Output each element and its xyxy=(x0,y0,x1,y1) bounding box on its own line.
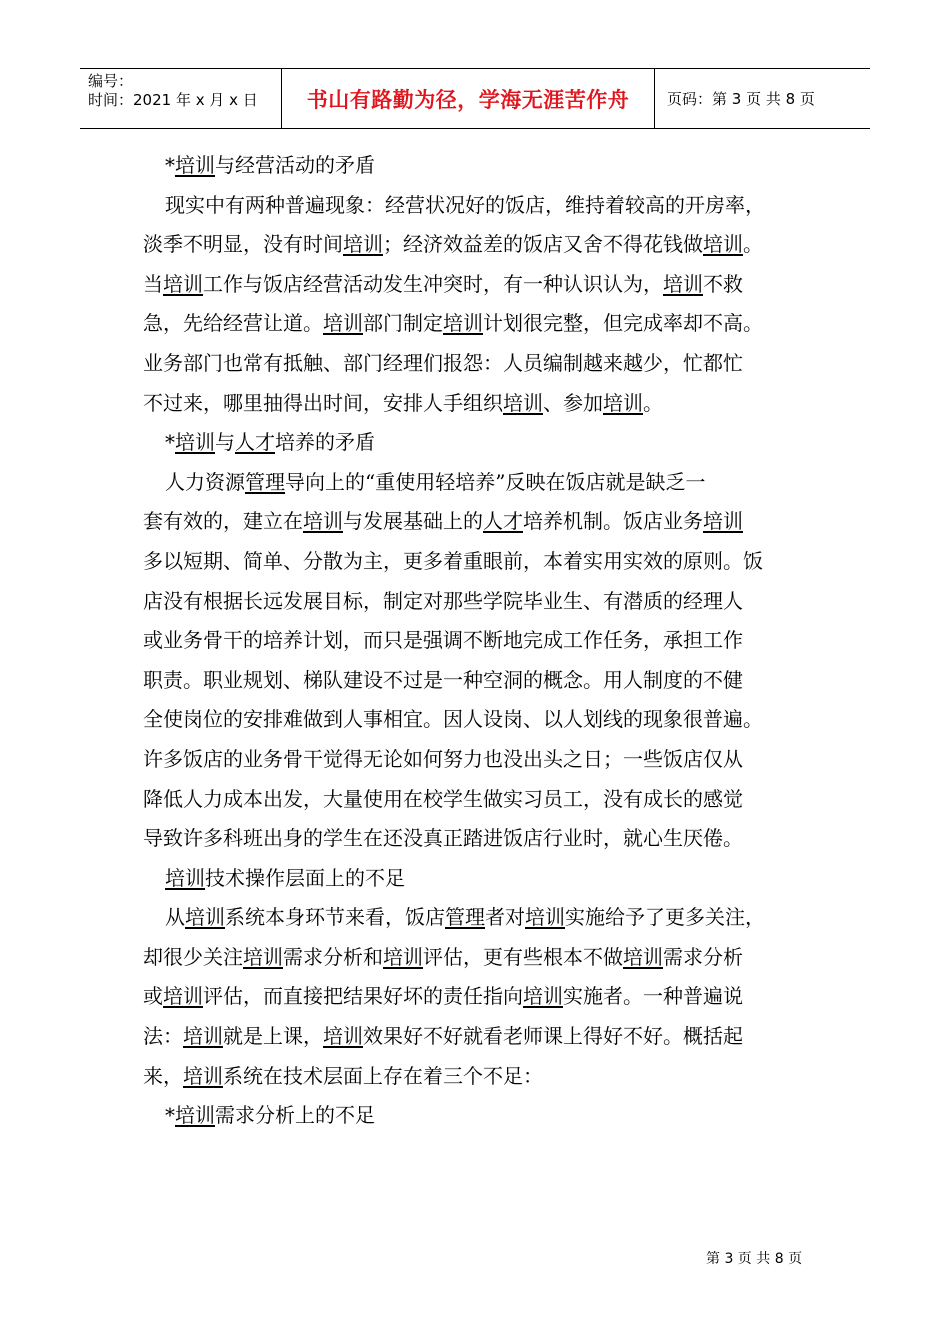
underlined-term: 培训 xyxy=(183,1024,223,1049)
text-segment: 全使岗位的安排难做到人事相宜。因人设岗、以人划线的现象很普遍。 xyxy=(143,707,763,732)
text-segment: 系统在技术层面上存在着三个不足： xyxy=(223,1063,543,1088)
text-segment: 来， xyxy=(143,1063,183,1088)
text-segment: 套有效的，建立在 xyxy=(143,509,303,534)
underlined-term: 培训 xyxy=(603,390,643,415)
underlined-term: 培训 xyxy=(703,232,743,257)
document-number-label: 编号： xyxy=(88,72,134,90)
underlined-term: 培训 xyxy=(703,509,743,534)
underlined-term: 培训 xyxy=(183,1063,223,1088)
text-line xyxy=(143,265,823,305)
underlined-term: 培训 xyxy=(303,509,343,534)
text-line xyxy=(143,463,823,503)
underlined-term: 培训 xyxy=(443,311,483,336)
document-date: 时间：2021 年 x 月 x 日 xyxy=(88,91,258,109)
text-segment: * xyxy=(165,430,175,455)
underlined-term: 人才 xyxy=(235,430,275,455)
text-line xyxy=(143,502,823,542)
text-segment: 从 xyxy=(165,905,185,930)
text-line xyxy=(143,225,823,265)
underlined-term: 培训 xyxy=(185,905,225,930)
text-line xyxy=(143,542,823,582)
text-segment: 效果好不好就看老师课上得好不好。概括起 xyxy=(363,1024,743,1049)
text-segment: 多以短期、简单、分散为主，更多着重眼前，本着实用实效的原则。饭 xyxy=(143,548,763,573)
text-segment: 许多饭店的业务骨干觉得无论如何努力也没出头之日；一些饭店仅从 xyxy=(143,746,743,771)
text-segment: 人力资源 xyxy=(165,469,245,494)
text-segment: * xyxy=(165,153,175,177)
underlined-term: 培训 xyxy=(503,390,543,415)
underlined-term: 培训 xyxy=(323,311,363,336)
text-segment: 实施给予了更多关注， xyxy=(565,905,765,930)
text-segment: 急，先给经营让道。 xyxy=(143,311,323,336)
text-segment: 。 xyxy=(743,232,763,257)
underlined-term: 培训 xyxy=(175,430,215,455)
underlined-term: 人才 xyxy=(483,509,523,534)
text-segment: 、参加 xyxy=(543,390,603,415)
footer-page-number: 第 3 页 共 8 页 xyxy=(706,1251,803,1267)
text-segment: 现实中有两种普遍现象：经营状况好的饭店，维持着较高的开房率， xyxy=(165,192,765,217)
header-meta xyxy=(80,69,282,128)
text-line xyxy=(143,859,823,899)
text-line xyxy=(143,621,823,661)
document-body xyxy=(143,146,823,1136)
text-segment: 与 xyxy=(215,430,235,455)
text-line xyxy=(143,938,823,978)
text-line xyxy=(143,977,823,1017)
underlined-term: 培训 xyxy=(663,271,703,296)
text-line xyxy=(143,344,823,384)
underlined-term: 培训 xyxy=(383,944,423,969)
text-segment: 工作与饭店经营活动发生冲突时，有一种认识认为， xyxy=(203,271,663,296)
text-segment: 需求分析和 xyxy=(283,944,383,969)
text-line xyxy=(143,582,823,622)
text-line xyxy=(143,661,823,701)
text-line xyxy=(143,1096,823,1136)
text-line xyxy=(143,1057,823,1097)
text-segment: 需求分析上的不足 xyxy=(215,1103,375,1128)
text-segment: 店没有根据长远发展目标，制定对那些学院毕业生、有潜质的经理人 xyxy=(143,588,743,613)
text-segment: 就是上课， xyxy=(223,1024,323,1049)
text-segment: 评估，更有些根本不做 xyxy=(423,944,623,969)
text-line xyxy=(143,1017,823,1057)
underlined-term: 管理 xyxy=(445,905,485,930)
text-line xyxy=(143,740,823,780)
underlined-term: 培训 xyxy=(343,232,383,257)
text-segment: 评估，而直接把结果好坏的责任指向 xyxy=(203,984,523,1009)
text-segment: 者对 xyxy=(485,905,525,930)
text-line xyxy=(143,304,823,344)
text-segment: 当 xyxy=(143,271,163,296)
text-segment: 系统本身环节来看，饭店 xyxy=(225,905,445,930)
underlined-term: 培训 xyxy=(523,984,563,1009)
underlined-term: 管理 xyxy=(245,469,285,494)
underlined-term: 培训 xyxy=(243,944,283,969)
underlined-term: 培训 xyxy=(525,905,565,930)
text-segment: 。 xyxy=(643,390,663,415)
text-segment: 不救 xyxy=(703,271,743,296)
text-segment: 或业务骨干的培养计划，而只是强调不断地完成工作任务，承担工作 xyxy=(143,628,743,653)
header-page-number: 页码：第 3 页 共 8 页 xyxy=(667,90,815,108)
page-header xyxy=(80,68,870,129)
text-segment: 降低人力成本出发，大量使用在校学生做实习员工，没有成长的感觉 xyxy=(143,786,743,811)
text-line xyxy=(143,186,823,226)
text-segment: 或 xyxy=(143,984,163,1009)
text-segment: 培养的矛盾 xyxy=(275,430,375,455)
text-segment: 却很少关注 xyxy=(143,944,243,969)
text-segment: 培养机制。饭店业务 xyxy=(523,509,703,534)
text-segment: 法： xyxy=(143,1024,183,1049)
text-line xyxy=(143,146,823,186)
underlined-term: 培训 xyxy=(163,271,203,296)
text-segment: 淡季不明显，没有时间 xyxy=(143,232,343,257)
text-segment: 技术操作层面上的不足 xyxy=(205,865,405,890)
text-segment: 导向上的“重使用轻培养”反映在饭店就是缺乏一 xyxy=(285,469,706,494)
text-line xyxy=(143,780,823,820)
underlined-term: 培训 xyxy=(323,1024,363,1049)
text-segment: 与经营活动的矛盾 xyxy=(215,153,375,177)
text-segment: 计划很完整，但完成率却不高。 xyxy=(483,311,763,336)
underlined-term: 培训 xyxy=(175,1103,215,1128)
text-line xyxy=(143,819,823,859)
underlined-term: 培训 xyxy=(175,153,215,177)
text-line xyxy=(143,384,823,424)
header-motto: 书山有路勤为径，学海无涯苦作舟 xyxy=(282,69,655,128)
text-segment: * xyxy=(165,1103,175,1128)
text-line xyxy=(143,898,823,938)
text-segment: ；经济效益差的饭店又舍不得花钱做 xyxy=(383,232,703,257)
text-line xyxy=(143,700,823,740)
text-segment: 职责。职业规划、梯队建设不过是一种空洞的概念。用人制度的不健 xyxy=(143,667,743,692)
underlined-term: 培训 xyxy=(623,944,663,969)
text-segment: 导致许多科班出身的学生在还没真正踏进饭店行业时，就心生厌倦。 xyxy=(143,826,743,851)
underlined-term: 培训 xyxy=(165,865,205,890)
text-segment: 实施者。一种普遍说 xyxy=(563,984,743,1009)
text-segment: 与发展基础上的 xyxy=(343,509,483,534)
text-segment: 不过来，哪里抽得出时间，安排人手组织 xyxy=(143,390,503,415)
underlined-term: 培训 xyxy=(163,984,203,1009)
text-segment: 业务部门也常有抵触、部门经理们报怨：人员编制越来越少，忙都忙 xyxy=(143,350,743,375)
text-segment: 需求分析 xyxy=(663,944,743,969)
text-segment: 部门制定 xyxy=(363,311,443,336)
text-line xyxy=(143,423,823,463)
